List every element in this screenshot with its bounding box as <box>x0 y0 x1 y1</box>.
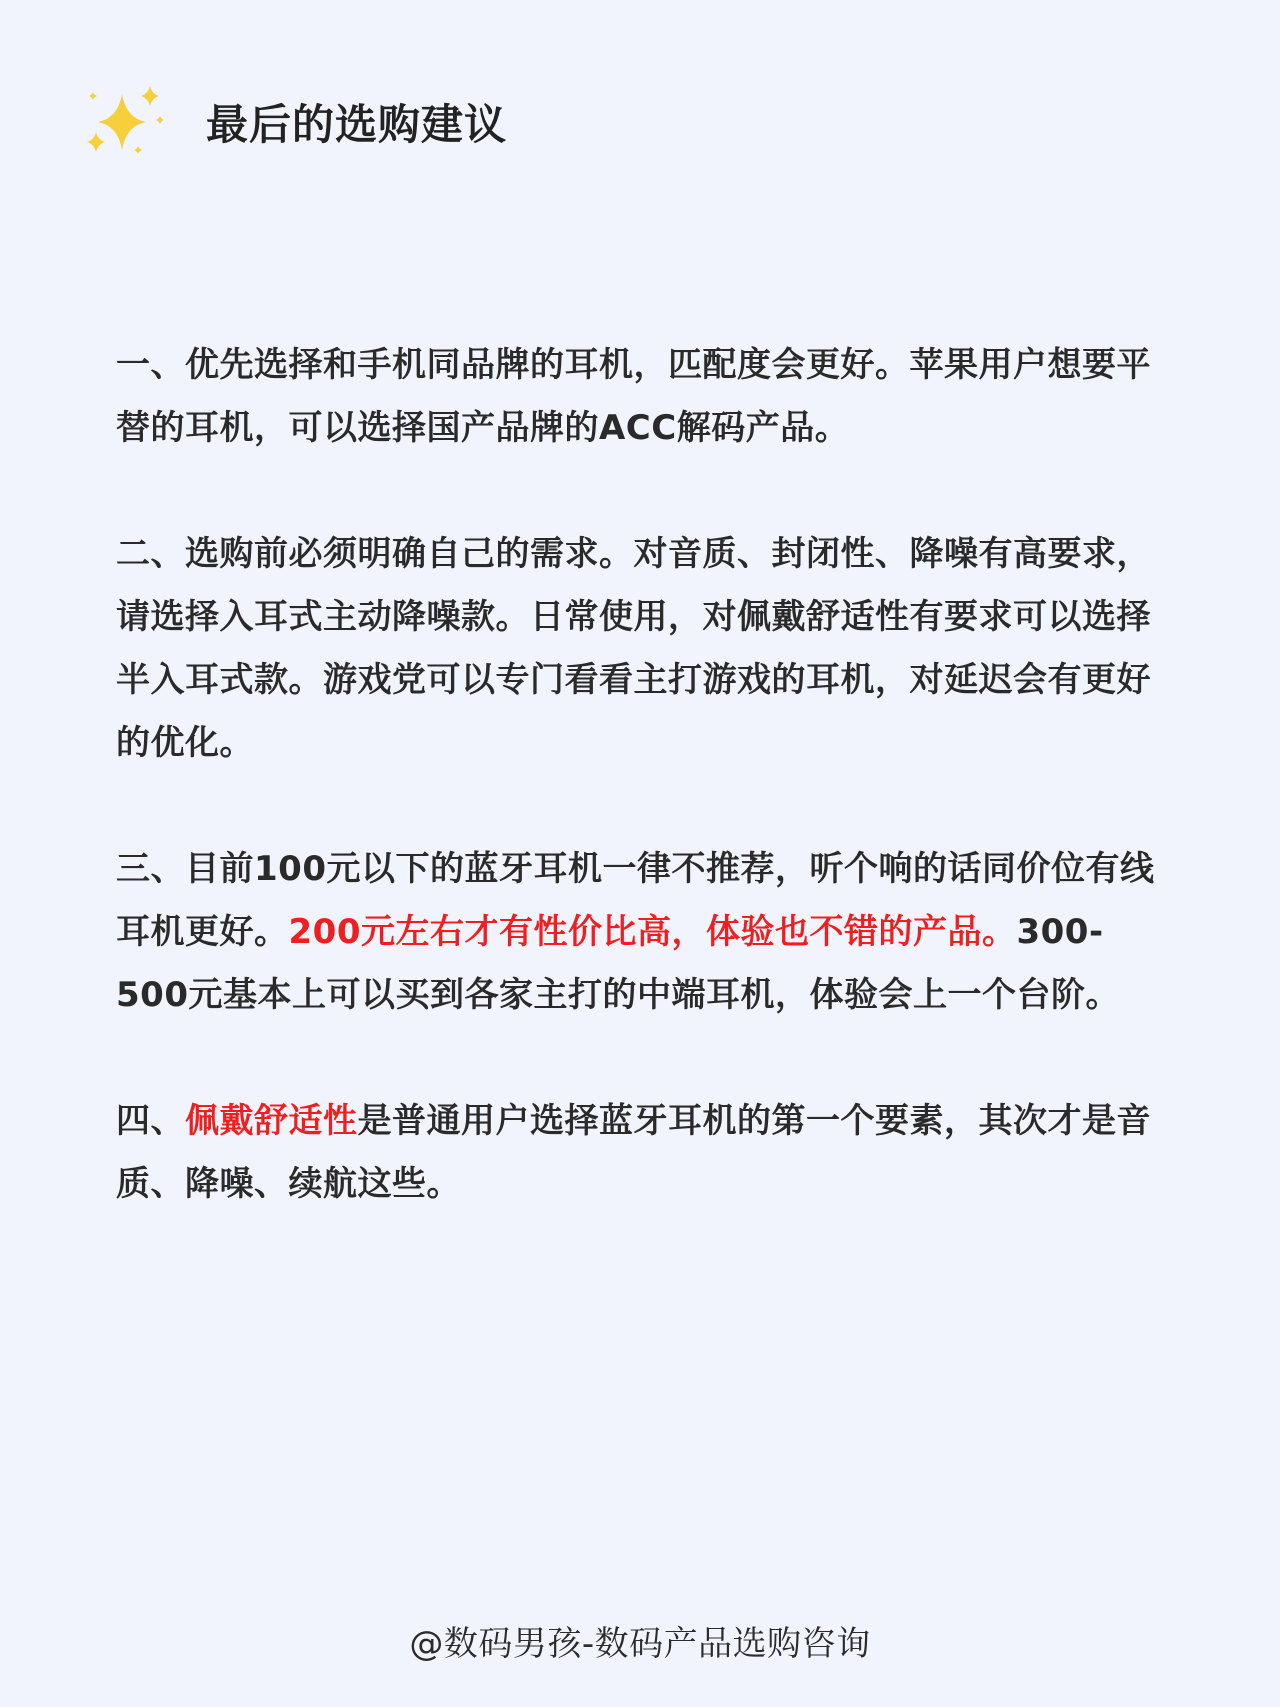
highlighted-text: 200元左右才有性价比高，体验也不错的产品。 <box>288 912 1017 952</box>
header <box>80 82 507 162</box>
paragraph-text: 是普通用户选择蓝牙耳机的第一个要素，其次才是音质、降噪、续航这些。 <box>116 1101 1151 1204</box>
advice-list <box>116 334 1176 1279</box>
highlighted-text: 佩戴舒适性 <box>185 1101 358 1141</box>
paragraph-text: 三、目前100元以下的蓝牙耳机一律不推荐，听个响的话同价位有线耳机更好。 <box>116 849 1155 952</box>
paragraph-text: 300-500元基本上可以买到各家主打的中端耳机，体验会上一个台阶。 <box>116 912 1120 1015</box>
paragraph-text: 四、 <box>116 1101 185 1141</box>
advice-paragraph-1 <box>116 334 1176 460</box>
advice-paragraph-4 <box>116 1090 1176 1216</box>
advice-paragraph-3 <box>116 838 1176 1027</box>
advice-paragraph-2 <box>116 523 1176 775</box>
paragraph-text: 二、选购前必须明确自己的需求。对音质、封闭性、降噪有高要求，请选择入耳式主动降噪款。日常使用，对佩戴舒适性有要求可以选择半入耳式款。游戏党可以专门看看主打游戏的耳机，对延迟会有更好的优化。 <box>116 534 1151 763</box>
footer-credit: @数码男孩-数码产品选购咨询 <box>409 1624 871 1664</box>
paragraph-text: 一、优先选择和手机同品牌的耳机，匹配度会更好。苹果用户想要平替的耳机，可以选择国产品牌的ACC解码产品。 <box>116 345 1151 448</box>
page-title: 最后的选购建议 <box>206 100 508 149</box>
sparkles-icon <box>80 82 170 162</box>
